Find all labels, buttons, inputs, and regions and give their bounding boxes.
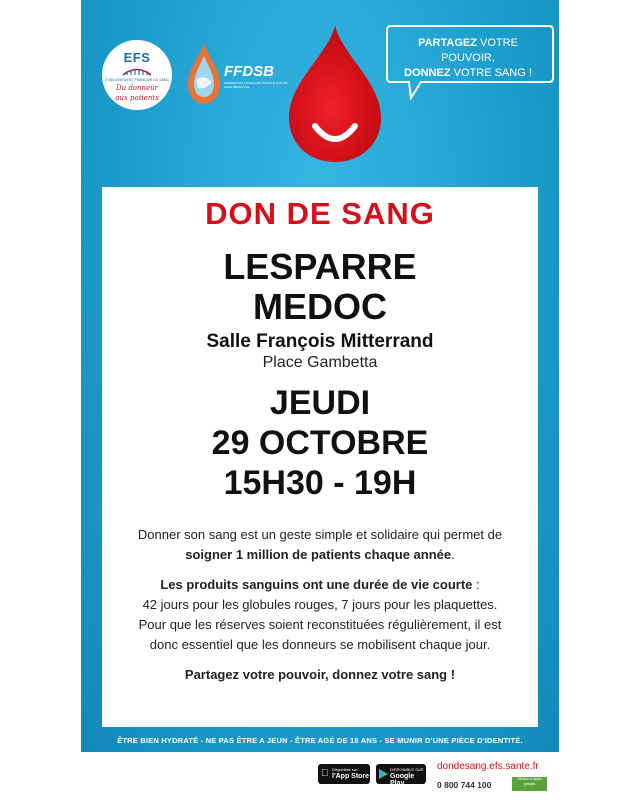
event-hours: 15H30 - 19H [223, 464, 417, 502]
ffdsb-subtitle: FÉDÉRATION FRANÇAISE POUR LE DON DE SANG BÉNÉVOLE [224, 81, 288, 89]
city-line1: LESPARRE [223, 246, 417, 287]
app-store-label: l'App Store [332, 773, 370, 780]
efs-stripes-icon [119, 66, 155, 76]
ffdsb-name: FFDSB [224, 63, 274, 80]
info-line3: Pour que les réserves soient reconstituées régulièrement, il est [138, 617, 502, 632]
venue-street: Place Gambetta [262, 354, 378, 371]
google-play-small: DISPONIBLE SUR [390, 767, 424, 772]
intro-bold: soigner 1 million de patients chaque année [185, 547, 452, 562]
efs-slogan-line2: aux patients [115, 94, 159, 102]
info-line4: donc essentiel que les donneurs se mobilisent chaque jour. [149, 637, 491, 652]
event-day: JEUDI [269, 384, 371, 422]
efs-slogan-line1: Du donneur [115, 84, 159, 92]
blood-drop-smile-icon [281, 22, 389, 164]
ffdsb-drop-icon [184, 40, 224, 110]
efs-logo [102, 40, 172, 110]
intro-line1: Donner son sang est un geste simple et solidaire qui permet de [137, 527, 503, 542]
ffdsb-logo [184, 40, 294, 110]
google-play-icon [379, 769, 388, 779]
app-store-small: Disponible sur [332, 767, 358, 772]
info-line2: 42 jours pour les globules rouges, 7 jours pour les plaquettes. [142, 597, 498, 612]
bubble-text [391, 36, 545, 81]
efs-logo-small-line: ÉTABLISSEMENT FRANÇAIS DU SANG [104, 78, 170, 82]
poster [81, 0, 559, 800]
intro-paragraph [102, 525, 538, 565]
phone-number[interactable]: 0 800 744 100 [437, 780, 492, 790]
event-card [102, 187, 538, 727]
apple-icon [321, 768, 329, 780]
info-colon: : [472, 577, 480, 592]
app-store-badge[interactable] [318, 764, 370, 784]
bubble-word2: DONNEZ [404, 67, 451, 79]
bubble-word1: PARTAGEZ [418, 37, 477, 49]
donor-tips: ÊTRE BIEN HYDRATÉ - NE PAS ÊTRE A JEUN - ÊTRE AGÉ DE 18 ANS - SE MUNIR D'UNE PIÈCE D'IDENTITÉ. [117, 736, 523, 745]
google-play-badge[interactable] [376, 764, 426, 787]
bubble-text1: VOTRE POUVOIR, [441, 37, 518, 64]
venue-name: Salle François Mitterrand [206, 331, 434, 352]
event-title: DON DE SANG [205, 196, 435, 231]
city-line2: MEDOC [253, 286, 387, 327]
free-service-badge: Service & appel gratuits [512, 777, 547, 791]
info-paragraph [102, 575, 538, 655]
intro-end: . [451, 547, 455, 562]
google-play-label: Google Play [390, 773, 415, 787]
efs-logo-name: EFS [123, 50, 151, 65]
website-link[interactable]: dondesang.efs.sante.fr [437, 761, 539, 772]
bottom-bar [81, 752, 559, 800]
bubble-text2: VOTRE SANG ! [450, 67, 532, 79]
info-bold: Les produits sanguins ont une durée de vie courte [160, 577, 473, 592]
closing-slogan: Partagez votre pouvoir, donnez votre sang ! [184, 667, 456, 682]
event-date: 29 OCTOBRE [211, 424, 429, 462]
